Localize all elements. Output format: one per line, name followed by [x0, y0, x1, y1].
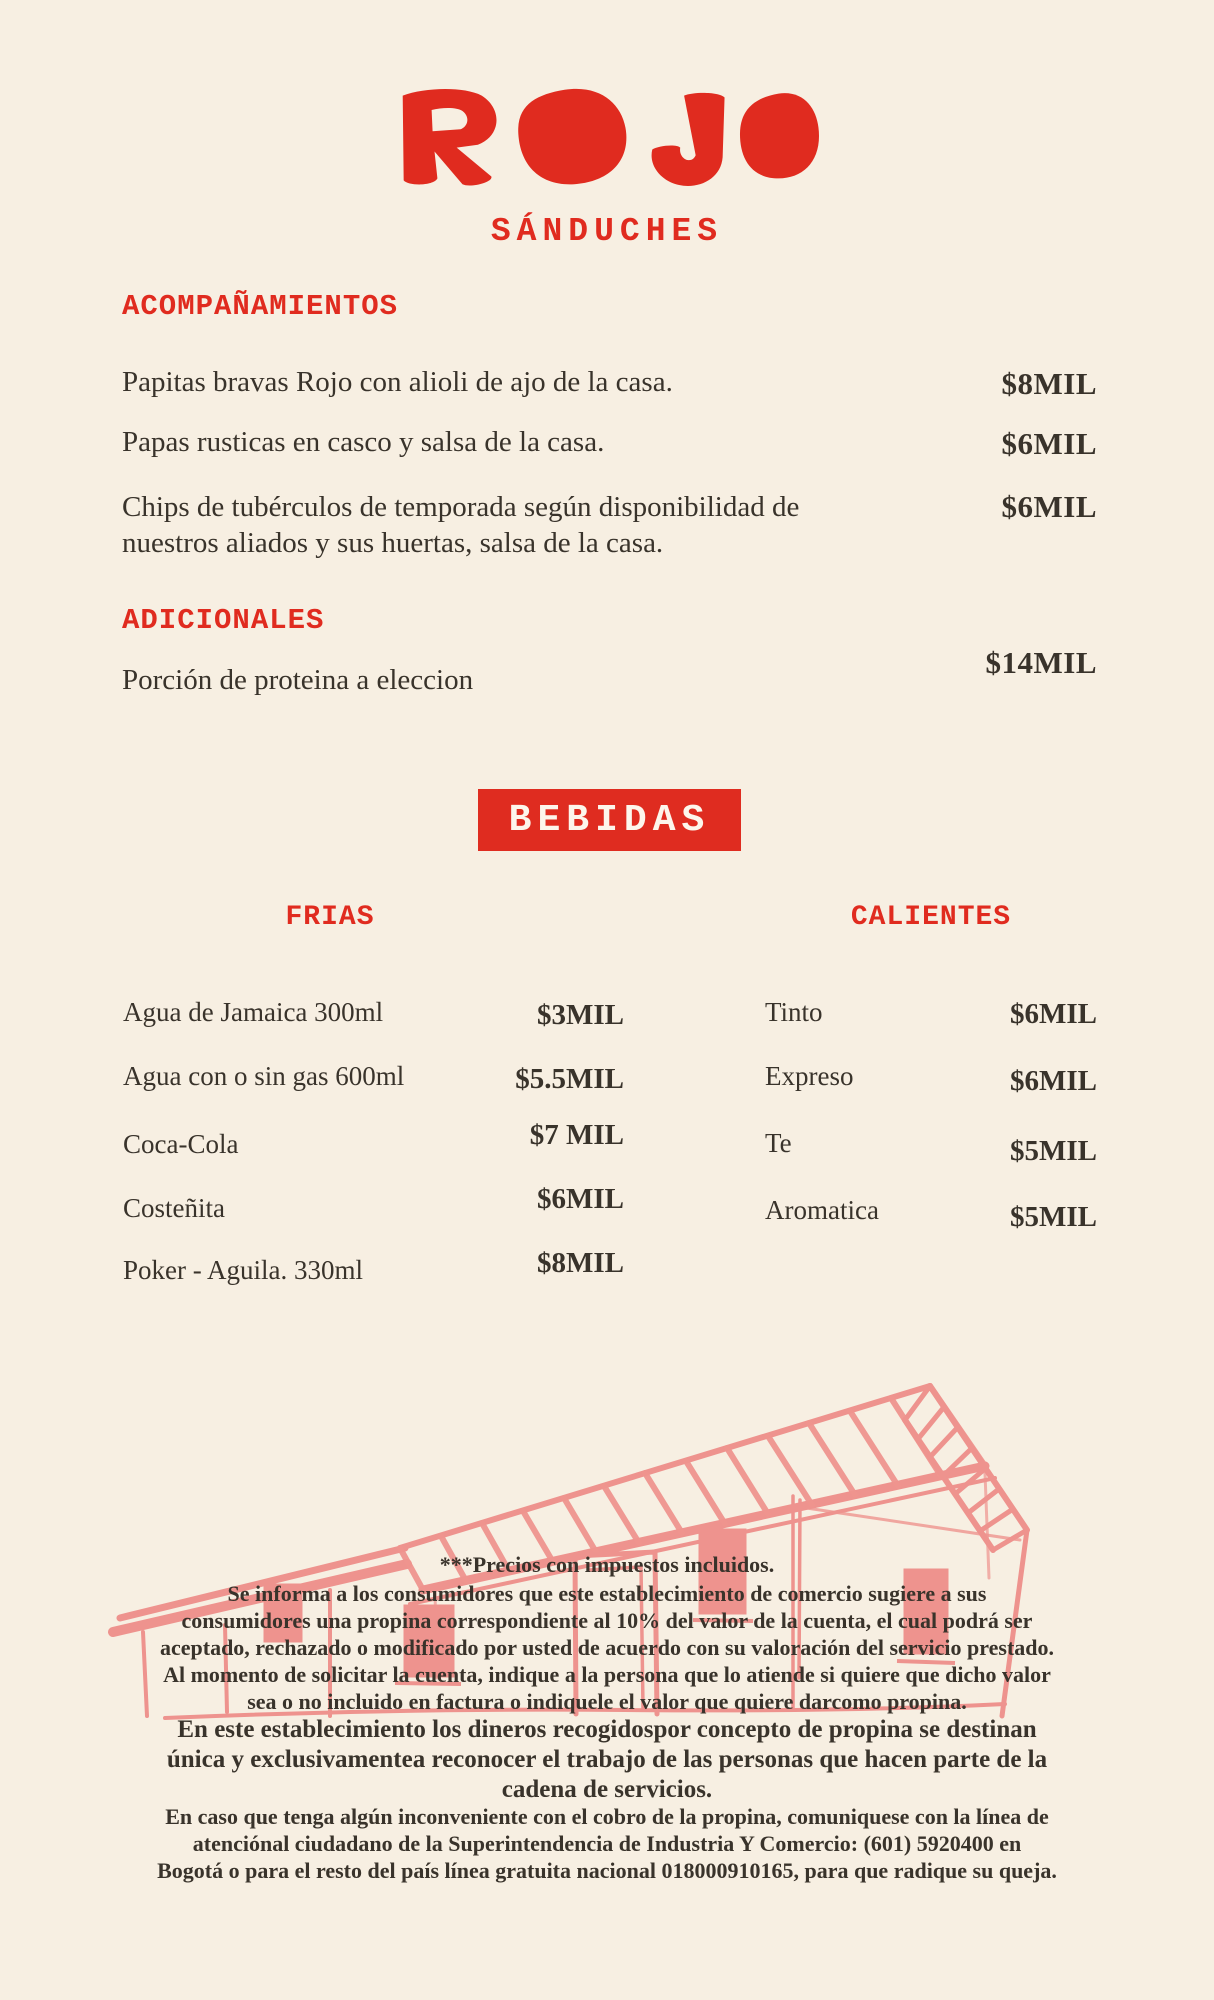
footer-tip-line: sea o no incluido en factura o indiquele el valor que quiere darcomo propina.: [247, 1689, 967, 1714]
section-heading-adicionales: ADICIONALES: [122, 604, 325, 637]
footer-complaint-line: Bogotá o para el resto del país línea gratuita nacional 018000910165, para que radique su queja.: [157, 1858, 1057, 1883]
footer-destination-line: En este establecimiento los dineros recogidospor concepto de propina se destinan: [177, 1716, 1037, 1743]
beverage-name: Costeñita: [123, 1193, 225, 1223]
footer-tax-note: ***Precios con impuestos incluidos.: [439, 1552, 775, 1577]
section-heading-acompanamientos: ACOMPAÑAMIENTOS: [122, 290, 399, 323]
footer-tip-line: consumidores una propina correspondiente al 10% del valor de la cuenta, el cual podrá ser: [181, 1608, 1033, 1633]
menu-item-name: Papas rusticas en casco y salsa de la casa.: [122, 426, 605, 458]
beverage-price: $6MIL: [1010, 998, 1097, 1030]
beverage-price: $5MIL: [1010, 1135, 1097, 1167]
beverage-name: Agua con o sin gas 600ml: [123, 1061, 405, 1091]
menu-item-price: $14MIL: [985, 645, 1097, 680]
menu-item-price: $6MIL: [1001, 489, 1097, 524]
rojo-logo: [391, 84, 823, 190]
menu-item-name: Chips de tubérculos de temporada según disponibilidad de nuestros aliados y sus huertas, salsa de la casa.: [122, 491, 800, 559]
beverage-name: Te: [765, 1128, 792, 1158]
menu-item-name: Porción de proteina a eleccion: [122, 664, 474, 696]
beverage-price: $8MIL: [537, 1247, 624, 1279]
footer-tip-line: Al momento de solicitar la cuenta, indique a la persona que lo atiende si quiere que dicho valor: [163, 1662, 1051, 1687]
beverage-price: $5MIL: [1010, 1201, 1097, 1233]
beverage-price: $5.5MIL: [515, 1063, 624, 1095]
beverage-name: Tinto: [765, 997, 823, 1027]
column-heading-frias: FRIAS: [285, 902, 375, 933]
footer-destination-line: cadena de servicios.: [501, 1776, 713, 1803]
footer-complaint-line: En caso que tenga algún inconveniente con el cobro de la propina, comuniquese con la línea de: [165, 1804, 1049, 1829]
beverage-name: Expreso: [765, 1061, 854, 1091]
footer-complaint-line: atenciónal ciudadano de la Superintendencia de Industria Y Comercio: (601) 5920400 en: [192, 1831, 1022, 1856]
menu-item-price: $6MIL: [1001, 426, 1097, 461]
beverage-name: Coca-Cola: [123, 1129, 239, 1159]
beverage-name: Agua de Jamaica 300ml: [123, 997, 384, 1027]
brand-subtitle: SÁNDUCHES: [490, 213, 724, 250]
footer-destination-line: única y exclusivamentea reconocer el trabajo de las personas que hacen parte de la: [166, 1746, 1048, 1773]
column-heading-calientes: CALIENTES: [850, 902, 1012, 933]
menu-item-row: [122, 489, 1097, 569]
beverage-name: Aromatica: [765, 1195, 879, 1225]
beverage-name: Poker - Aguila. 330ml: [123, 1255, 363, 1285]
beverage-price: $3MIL: [537, 999, 624, 1031]
menu-item-price: $8MIL: [1001, 366, 1097, 401]
menu-item-name: Papitas bravas Rojo con alioli de ajo de la casa.: [122, 366, 673, 398]
menu-item-row: [122, 645, 1097, 742]
bebidas-banner: BEBIDAS: [478, 789, 741, 851]
beverage-price: $7 MIL: [529, 1119, 624, 1151]
beverage-price: $6MIL: [1010, 1065, 1097, 1097]
beverage-price: $6MIL: [537, 1183, 624, 1215]
footer-tip-line: aceptado, rechazado o modificado por usted de acuerdo con su valoración del servicio prestado.: [159, 1635, 1055, 1660]
footer-tip-line: Se informa a los consumidores que este establecimiento de comercio sugiere a sus: [227, 1581, 987, 1606]
